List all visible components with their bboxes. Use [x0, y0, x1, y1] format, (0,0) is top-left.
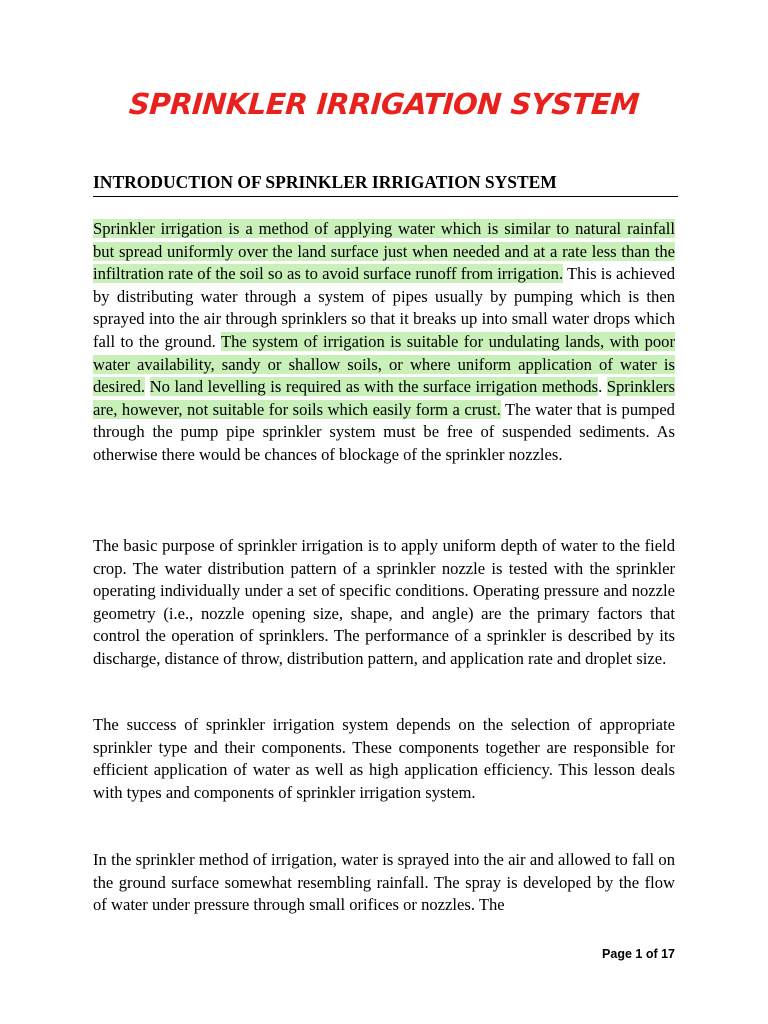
paragraph-intro-run: The system of irrigation is suitable for undulating lands, with poor water availability, sandy or shallow soils, or where uniform application of water is desired.	[93, 331, 675, 397]
paragraph-method: In the sprinkler method of irrigation, water is sprayed into the air and allowed to fall on the ground surface somewhat resembling rainfall. The spray is developed by the flow of water under pressure through small orifices or nozzles. The	[93, 850, 675, 915]
paragraph-intro-run: The water that is pumped through the pump pipe sprinkler system must be free of suspended sediments. As otherwise there would be chances of blockage of the sprinkler nozzles.	[93, 399, 675, 464]
paragraph-basic-purpose: The basic purpose of sprinkler irrigation is to apply uniform depth of water to the field crop. The water distribution pattern of a sprinkler nozzle is tested with the sprinkler operating individually under a set of specific conditions. Operating pressure and nozzle geometry (i.e., nozzle opening size, shape, and angle) are the primary factors that control the operation of sprinklers. The performance of a sprinkler is described by its discharge, distance of throw, distribution pattern, and application rate and droplet size.	[93, 536, 675, 668]
paragraph-intro-run: Sprinklers are, however, not suitable for soils which easily form a crust.	[93, 377, 675, 419]
document-title: SPRINKLER IRRIGATION SYSTEM	[127, 87, 641, 121]
section-heading: INTRODUCTION OF SPRINKLER IRRIGATION SYSTEM	[93, 172, 678, 197]
paragraph-intro-run: This is achieved by distributing water through a system of pipes usually by pumping which is then sprayed into the air through sprinklers so that it breaks up into small water drops which fall to the ground.	[93, 264, 675, 351]
paragraph-intro-run: .	[598, 377, 607, 397]
page-number: Page 1 of 17	[602, 947, 675, 961]
paragraph-intro-run	[145, 377, 150, 396]
paragraph-intro-run: No land levelling is required as with the surface irrigation methods	[149, 377, 599, 397]
paragraph-intro-run: Sprinkler irrigation is a method of applying water which is similar to natural rainfall but spread uniformly over the land surface just when needed and at a rate less than the infiltration rate of the soil so as to avoid surface runoff from irrigation.	[93, 219, 675, 284]
paragraph-intro	[93, 218, 675, 467]
paragraph-success: The success of sprinkler irrigation system depends on the selection of appropriate sprinkler type and their components. These components together are responsible for efficient application of water as well as high application efficiency. This lesson deals with types and components of sprinkler irrigation system.	[93, 715, 675, 802]
